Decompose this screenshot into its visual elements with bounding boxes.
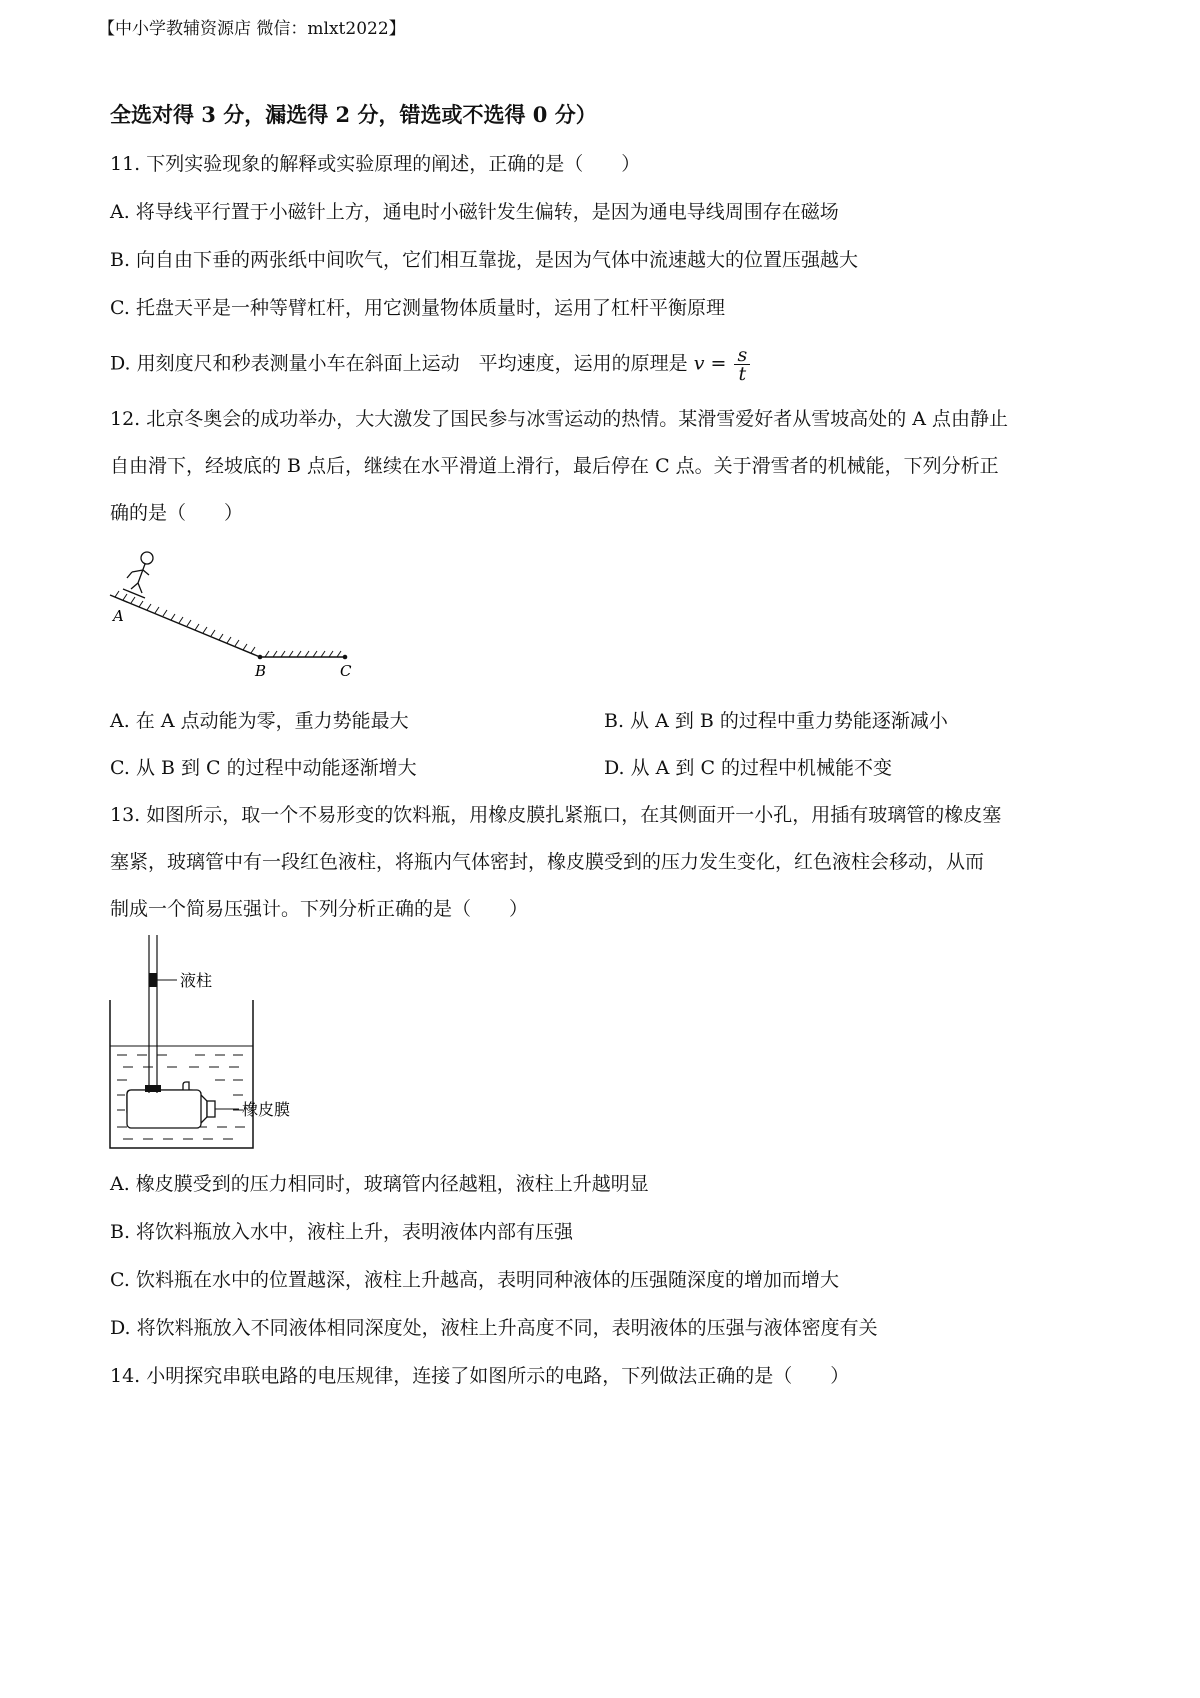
slope-hatching [115,591,255,653]
page-header: 【中小学教辅资源店 微信：mlxt2022】 [98,19,406,39]
q13-stem-line1: 13. 如图所示，取一个不易形变的饮料瓶，用橡皮膜扎紧瓶口，在其侧面开一小孔，用插有玻璃管的橡皮塞 [110,804,1002,826]
q12-stem-line3: 确的是（ ） [110,502,244,524]
slope-line [110,595,260,657]
point-c-dot [343,655,348,660]
section-title: 全选对得 3 分，漏选得 2 分，错选或不选得 0 分） [110,102,597,127]
q13-option-a: A. 橡皮膜受到的压力相同时，玻璃管内径越粗，液柱上升越明显 [110,1173,649,1195]
membrane-cap [207,1101,215,1117]
q11-option-d [110,346,750,383]
rubber-stopper [145,1085,161,1092]
liquid-column [149,973,157,987]
q13-stem-line2: 塞紧，玻璃管中有一段红色液柱，将瓶内气体密封，橡皮膜受到的压力发生变化，红色液柱会移动，从而 [110,851,985,873]
q14-stem: 14. 小明探究串联电路的电压规律，连接了如图所示的电路，下列做法正确的是（ ） [110,1365,850,1387]
q11-option-b: B. 向自由下垂的两张纸中间吹气，它们相互靠拢，是因为气体中流速越大的位置压强越大 [110,249,859,271]
q11-option-a: A. 将导线平行置于小磁针上方，通电时小磁针发生偏转，是因为通电导线周围存在磁场 [110,201,839,223]
q12-option-c: C. 从 B 到 C 的过程中动能逐渐增大 [110,757,417,779]
label-a: A [113,607,124,625]
label-c: C [340,662,352,680]
flat-hatching [265,651,341,657]
q11-option-c: C. 托盘天平是一种等臂杠杆，用它测量物体质量时，运用了杠杆平衡原理 [110,297,725,319]
fraction-denominator: t [738,363,747,385]
q13-option-c: C. 饮料瓶在水中的位置越深，液柱上升越高，表明同种液体的压强随深度的增加而增大 [110,1269,839,1291]
q12-stem-line2: 自由滑下，经坡底的 B 点后，继续在水平滑道上滑行，最后停在 C 点。关于滑雪者的机械能，下列分析正 [110,455,999,477]
q12-option-b: B. 从 A 到 B 的过程中重力势能逐渐减小 [604,710,948,732]
q12-stem-line1: 12. 北京冬奥会的成功举办，大大激发了国民参与冰雪运动的热情。某滑雪爱好者从雪坡高处的 A 点由静止 [110,408,1009,430]
label-b: B [255,662,267,680]
q13-stem-line3: 制成一个简易压强计。下列分析正确的是（ ） [110,898,529,920]
q12-option-a: A. 在 A 点动能为零，重力势能最大 [110,710,409,732]
velocity-fraction [734,346,750,383]
fraction-numerator: s [734,346,750,365]
bottle-neck [201,1095,207,1123]
q11-stem: 11. 下列实验现象的解释或实验原理的阐述，正确的是（ ） [110,153,641,175]
label-liquid-column: 液柱 [180,971,213,990]
formula-lhs: v = [693,352,727,375]
skier-icon [123,552,153,598]
q13-option-b: B. 将饮料瓶放入水中，液柱上升，表明液体内部有压强 [110,1221,574,1243]
point-b-dot [258,655,263,660]
bottle-body [127,1090,201,1128]
label-rubber-membrane: 橡皮膜 [242,1100,291,1119]
q11-option-d-text: D. 用刻度尺和秒表测量小车在斜面上运动 平均速度，运用的原理是 [110,352,688,375]
ski-slope-figure [105,545,365,685]
pressure-gauge-figure [105,935,365,1150]
q12-option-d: D. 从 A 到 C 的过程中机械能不变 [604,757,893,779]
q13-option-d: D. 将饮料瓶放入不同液体相同深度处，液柱上升高度不同，表明液体的压强与液体密度有关 [110,1317,878,1339]
